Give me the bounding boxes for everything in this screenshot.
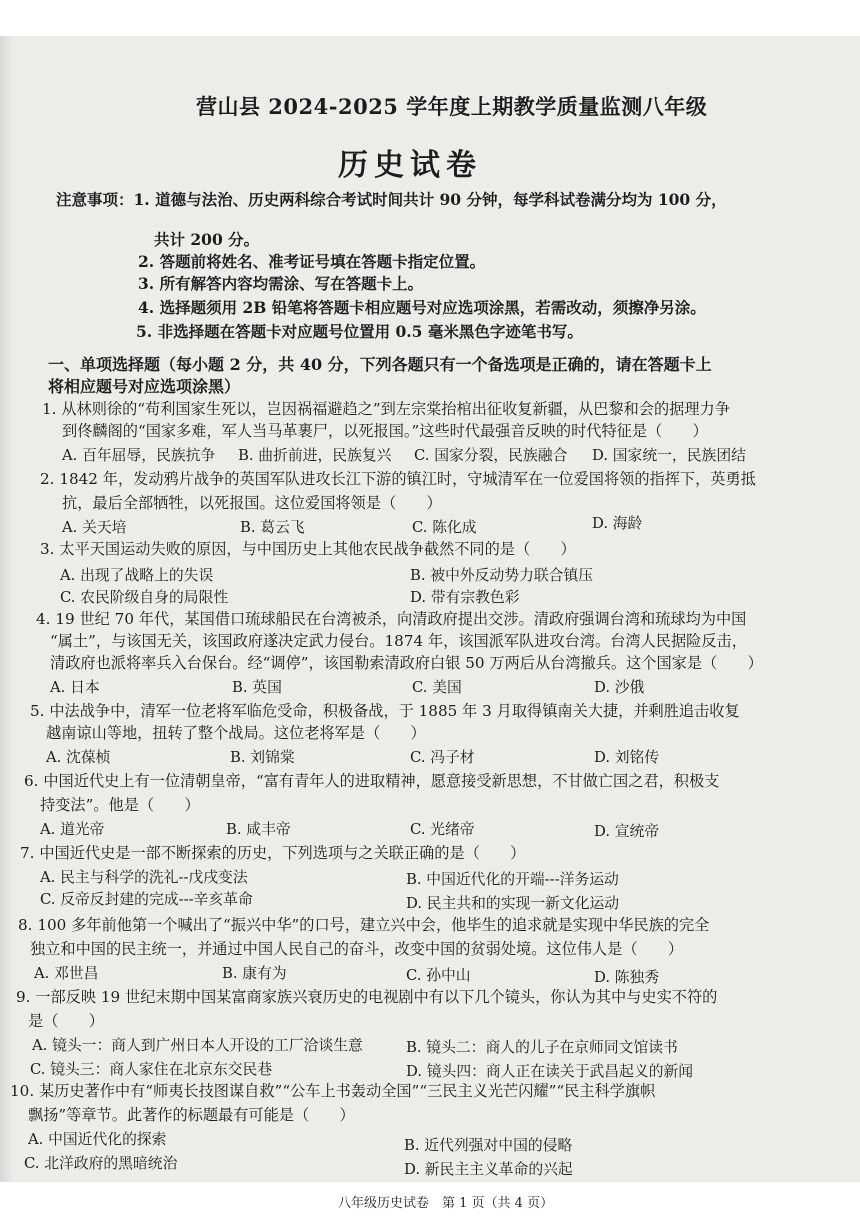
page-footer: 八年级历史试卷 第 1 页（共 4 页） — [338, 1196, 554, 1211]
option-d: D. 新民主主义革命的兴起 — [404, 1161, 573, 1178]
option-c: C. 镜头三：商人家住在北京东交民巷 — [30, 1061, 273, 1078]
notice-line: 共计 200 分。 — [154, 230, 260, 249]
notice-line: 5. 非选择题在答题卡对应题号位置用 0.5 毫米黑色字迹笔书写。 — [136, 322, 583, 341]
option-b: B. 曲折前进，民族复兴 — [238, 447, 392, 464]
option-a: A. 镜头一：商人到广州日本人开设的工厂洽谈生意 — [32, 1037, 363, 1054]
section-heading: 一、单项选择题（每小题 2 分，共 40 分，下列各题只有一个备选项是正确的，请在答题卡上 — [48, 355, 712, 374]
option-d: D. 刘铭传 — [594, 749, 660, 766]
notice-line: 4. 选择题须用 2B 铅笔将答题卡相应题号对应选项涂黑，若需改动，须擦净另涂。 — [138, 298, 706, 317]
option-d: D. 宣统帝 — [594, 823, 660, 840]
option-b: B. 镜头二：商人的儿子在京师同文馆读书 — [406, 1039, 678, 1056]
question-stem: 6. 中国近代史上有一位清朝皇帝，“富有青年人的进取精神，愿意接受新思想，不甘做亡国之君，积极支 — [24, 772, 720, 790]
option-b: B. 英国 — [232, 679, 282, 696]
question-stem: 3. 太平天国运动失败的原因，与中国历史上其他农民战争截然不同的是（ ） — [40, 540, 576, 558]
question-stem: 7. 中国近代史是一部不断探索的历史，下列选项与之关联正确的是（ ） — [20, 844, 526, 862]
option-a: A. 沈葆桢 — [46, 749, 111, 766]
question-stem: 清政府也派将率兵入台保台。经“调停”，该国勒索清政府白银 50 万两后从台湾撤兵。这个国家是（ ） — [50, 654, 763, 672]
question-stem: 4. 19 世纪 70 年代，某国借口琉球船民在台湾被杀，向清政府提出交涉。清政府强调台湾和琉球均为中国 — [36, 610, 747, 628]
notice-line: 3. 所有解答内容均需涂、写在答题卡上。 — [138, 274, 424, 293]
option-c: C. 陈化成 — [412, 519, 477, 536]
option-a: A. 民主与科学的洗礼--戊戌变法 — [40, 869, 248, 886]
question-stem: 越南谅山等地，扭转了整个战局。这位老将军是（ ） — [46, 724, 426, 742]
question-stem: 到佟麟阁的“国家多难，军人当马革裹尸，以死报国。”这些时代最强音反映的时代特征是（ ） — [62, 422, 708, 440]
question-stem: 8. 100 多年前他第一个喊出了“振兴中华”的口号，建立兴中会，他毕生的追求就是实现中华民族的完全 — [18, 916, 710, 934]
option-b: B. 刘锦棠 — [230, 749, 295, 766]
option-c: C. 国家分裂，民族融合 — [414, 447, 568, 464]
page-top-margin — [0, 0, 860, 36]
option-c: C. 光绪帝 — [410, 821, 475, 838]
option-b: B. 葛云飞 — [240, 519, 305, 536]
option-c: C. 美国 — [412, 679, 462, 696]
section-heading: 将相应题号对应选项涂黑） — [48, 377, 241, 396]
option-b: B. 咸丰帝 — [226, 821, 291, 838]
option-b: B. 康有为 — [222, 965, 287, 982]
option-d: D. 陈独秀 — [594, 969, 660, 986]
paper-edge-shadow — [0, 36, 14, 1182]
option-a: A. 道光帝 — [40, 821, 105, 838]
question-stem: 2. 1842 年，发动鸦片战争的英国军队进攻长江下游的镇江时，守城清军在一位爱国将领的指挥下，英勇抵 — [40, 470, 756, 488]
question-stem: 飘扬”等章节。此著作的标题最有可能是（ ） — [28, 1106, 355, 1124]
option-a: A. 百年屈辱，民族抗争 — [62, 447, 216, 464]
option-d: D. 海龄 — [592, 515, 643, 532]
option-a: A. 出现了战略上的失误 — [60, 567, 214, 584]
notice-line: 2. 答题前将姓名、准考证号填在答题卡指定位置。 — [138, 252, 486, 271]
notice-line: 注意事项：1. 道德与法治、历史两科综合考试时间共计 90 分钟，每学科试卷满分均为 100 分， — [56, 190, 727, 209]
option-c: C. 孙中山 — [406, 967, 471, 984]
question-stem: 5. 中法战争中，清军一位老将军临危受命，积极备战，于 1885 年 3 月取得镇南关大捷，并剩胜追击收复 — [30, 702, 740, 720]
option-b: B. 近代列强对中国的侵略 — [404, 1137, 573, 1154]
question-stem: 独立和中国的民主统一，并通过中国人民自己的奋斗，改变中国的贫弱处境。这位伟人是（ ） — [30, 940, 684, 958]
option-c: C. 反帝反封建的完成---辛亥革命 — [40, 891, 253, 908]
option-b: B. 中国近代化的开端---洋务运动 — [406, 871, 619, 888]
option-a: A. 中国近代化的探索 — [28, 1131, 167, 1148]
option-a: A. 日本 — [50, 679, 100, 696]
question-stem: 抗，最后全部牺牲，以死报国。这位爱国将领是（ ） — [62, 494, 442, 512]
option-d: D. 国家统一，民族团结 — [592, 447, 746, 464]
option-d: D. 沙俄 — [594, 679, 645, 696]
exam-subject-title: 历史试卷 — [338, 148, 482, 183]
option-c: C. 冯子材 — [410, 749, 475, 766]
option-a: A. 邓世昌 — [34, 965, 99, 982]
question-stem: “属土”，与该国无关，该国政府遂决定武力侵台。1874 年，该国派军队进攻台湾。台湾人民据险反击， — [50, 632, 747, 650]
question-stem: 10. 某历史著作中有“师夷长技图谋自救”“公车上书轰动全国”“三民主义光芒闪耀”“民主科学旗帜 — [10, 1082, 656, 1100]
question-stem: 持变法”。他是（ ） — [40, 796, 200, 814]
option-b: B. 被中外反动势力联合镇压 — [410, 567, 594, 584]
option-d: D. 镜头四：商人正在读关于武昌起义的新闻 — [406, 1063, 694, 1080]
exam-title: 营山县 2024-2025 学年度上期教学质量监测八年级 — [196, 94, 708, 119]
option-a: A. 关天培 — [62, 519, 127, 536]
option-c: C. 农民阶级自身的局限性 — [60, 589, 229, 606]
question-stem: 1. 从林则徐的“苟利国家生死以，岂因祸福避趋之”到左宗棠抬棺出征收复新疆，从巴黎和会的据理力争 — [42, 400, 730, 418]
option-d: D. 带有宗教色彩 — [410, 589, 520, 606]
question-stem: 是（ ） — [28, 1012, 104, 1030]
option-d: D. 民主共和的实现一新文化运动 — [406, 895, 620, 912]
option-c: C. 北洋政府的黑暗统治 — [24, 1155, 178, 1172]
question-stem: 9. 一部反映 19 世纪末期中国某富商家族兴衰历史的电视剧中有以下几个镜头，你认为其中与史实不符的 — [16, 988, 718, 1006]
